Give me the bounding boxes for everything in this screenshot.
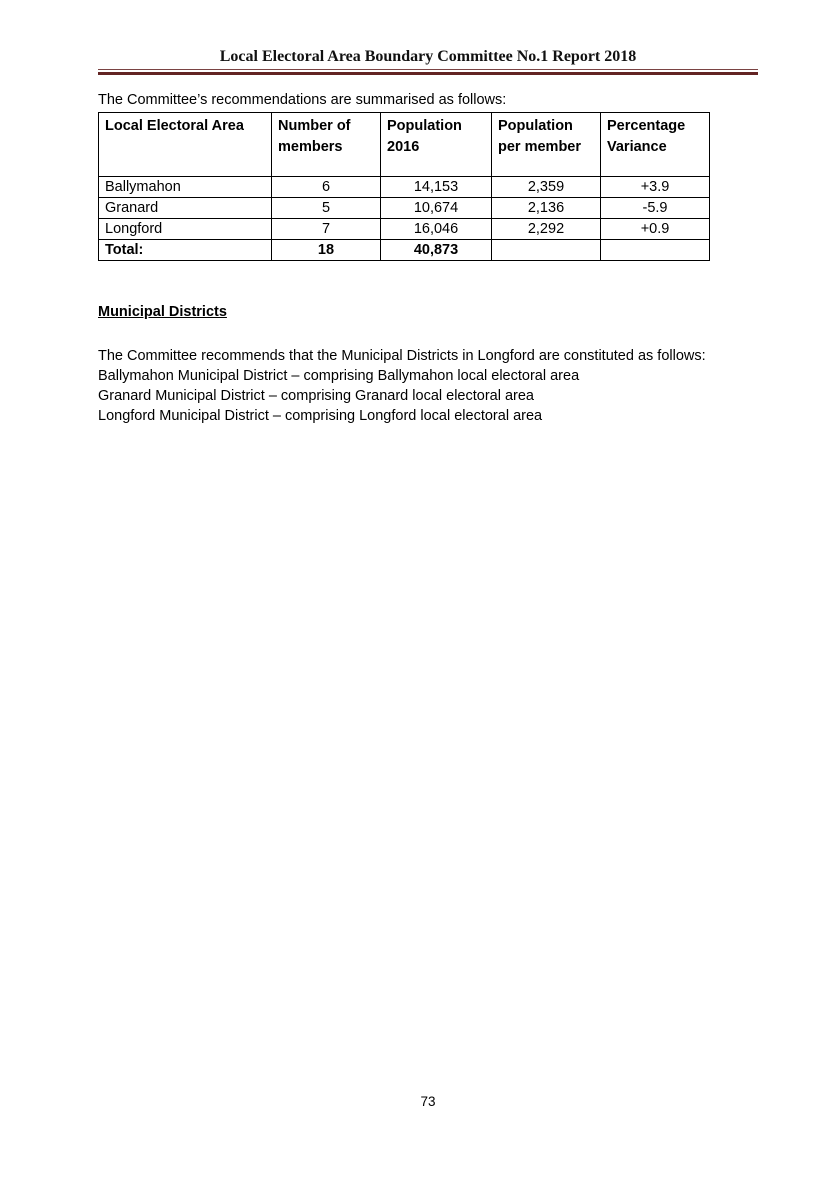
cell-pop-per-member: 2,136 bbox=[492, 198, 601, 219]
cell-total-empty-1 bbox=[492, 240, 601, 261]
col-header-population-2016: Population 2016 bbox=[381, 113, 492, 177]
cell-total-empty-2 bbox=[601, 240, 710, 261]
cell-variance: -5.9 bbox=[601, 198, 710, 219]
municipal-line-ballymahon: Ballymahon Municipal District – comprising Ballymahon local electoral area bbox=[98, 368, 580, 384]
header-double-rule bbox=[98, 69, 758, 75]
page-content bbox=[98, 0, 758, 426]
cell-population: 10,674 bbox=[381, 198, 492, 219]
table-row-longford bbox=[99, 219, 710, 240]
municipal-line-granard: Granard Municipal District – comprising Granard local electoral area bbox=[98, 388, 534, 404]
table-row-granard bbox=[99, 198, 710, 219]
col-header-population-per-member: Population per member bbox=[492, 113, 601, 177]
recommendations-summary-table bbox=[98, 112, 710, 261]
header-rule-thin-line bbox=[98, 69, 758, 70]
page-number: 73 bbox=[420, 1094, 436, 1109]
cell-area: Ballymahon bbox=[99, 177, 272, 198]
cell-total-members: 18 bbox=[272, 240, 381, 261]
page-header-title: Local Electoral Area Boundary Committee No.1 Report 2018 bbox=[219, 48, 637, 65]
municipal-districts-heading: Municipal Districts bbox=[98, 304, 227, 320]
municipal-line-longford: Longford Municipal District – comprising Longford local electoral area bbox=[98, 408, 543, 424]
cell-pop-per-member: 2,292 bbox=[492, 219, 601, 240]
cell-population: 14,153 bbox=[381, 177, 492, 198]
col-header-number-of-members: Number of members bbox=[272, 113, 381, 177]
intro-sentence: The Committee’s recommendations are summarised as follows: bbox=[98, 92, 507, 108]
cell-total-label: Total: bbox=[99, 240, 272, 261]
municipal-districts-paragraph bbox=[98, 346, 758, 426]
cell-variance: +3.9 bbox=[601, 177, 710, 198]
header-rule-thick-line bbox=[98, 72, 758, 75]
cell-members: 6 bbox=[272, 177, 381, 198]
cell-population: 16,046 bbox=[381, 219, 492, 240]
table-row-ballymahon bbox=[99, 177, 710, 198]
cell-variance: +0.9 bbox=[601, 219, 710, 240]
col-header-percentage-variance: Percentage Variance bbox=[601, 113, 710, 177]
table-row-total bbox=[99, 240, 710, 261]
cell-pop-per-member: 2,359 bbox=[492, 177, 601, 198]
municipal-intro-line: The Committee recommends that the Municipal Districts in Longford are constituted as follows: bbox=[98, 348, 706, 364]
cell-members: 5 bbox=[272, 198, 381, 219]
cell-area: Granard bbox=[99, 198, 272, 219]
col-header-local-electoral-area: Local Electoral Area bbox=[99, 113, 272, 177]
cell-total-population: 40,873 bbox=[381, 240, 492, 261]
cell-members: 7 bbox=[272, 219, 381, 240]
table-header-row bbox=[99, 113, 710, 177]
cell-area: Longford bbox=[99, 219, 272, 240]
